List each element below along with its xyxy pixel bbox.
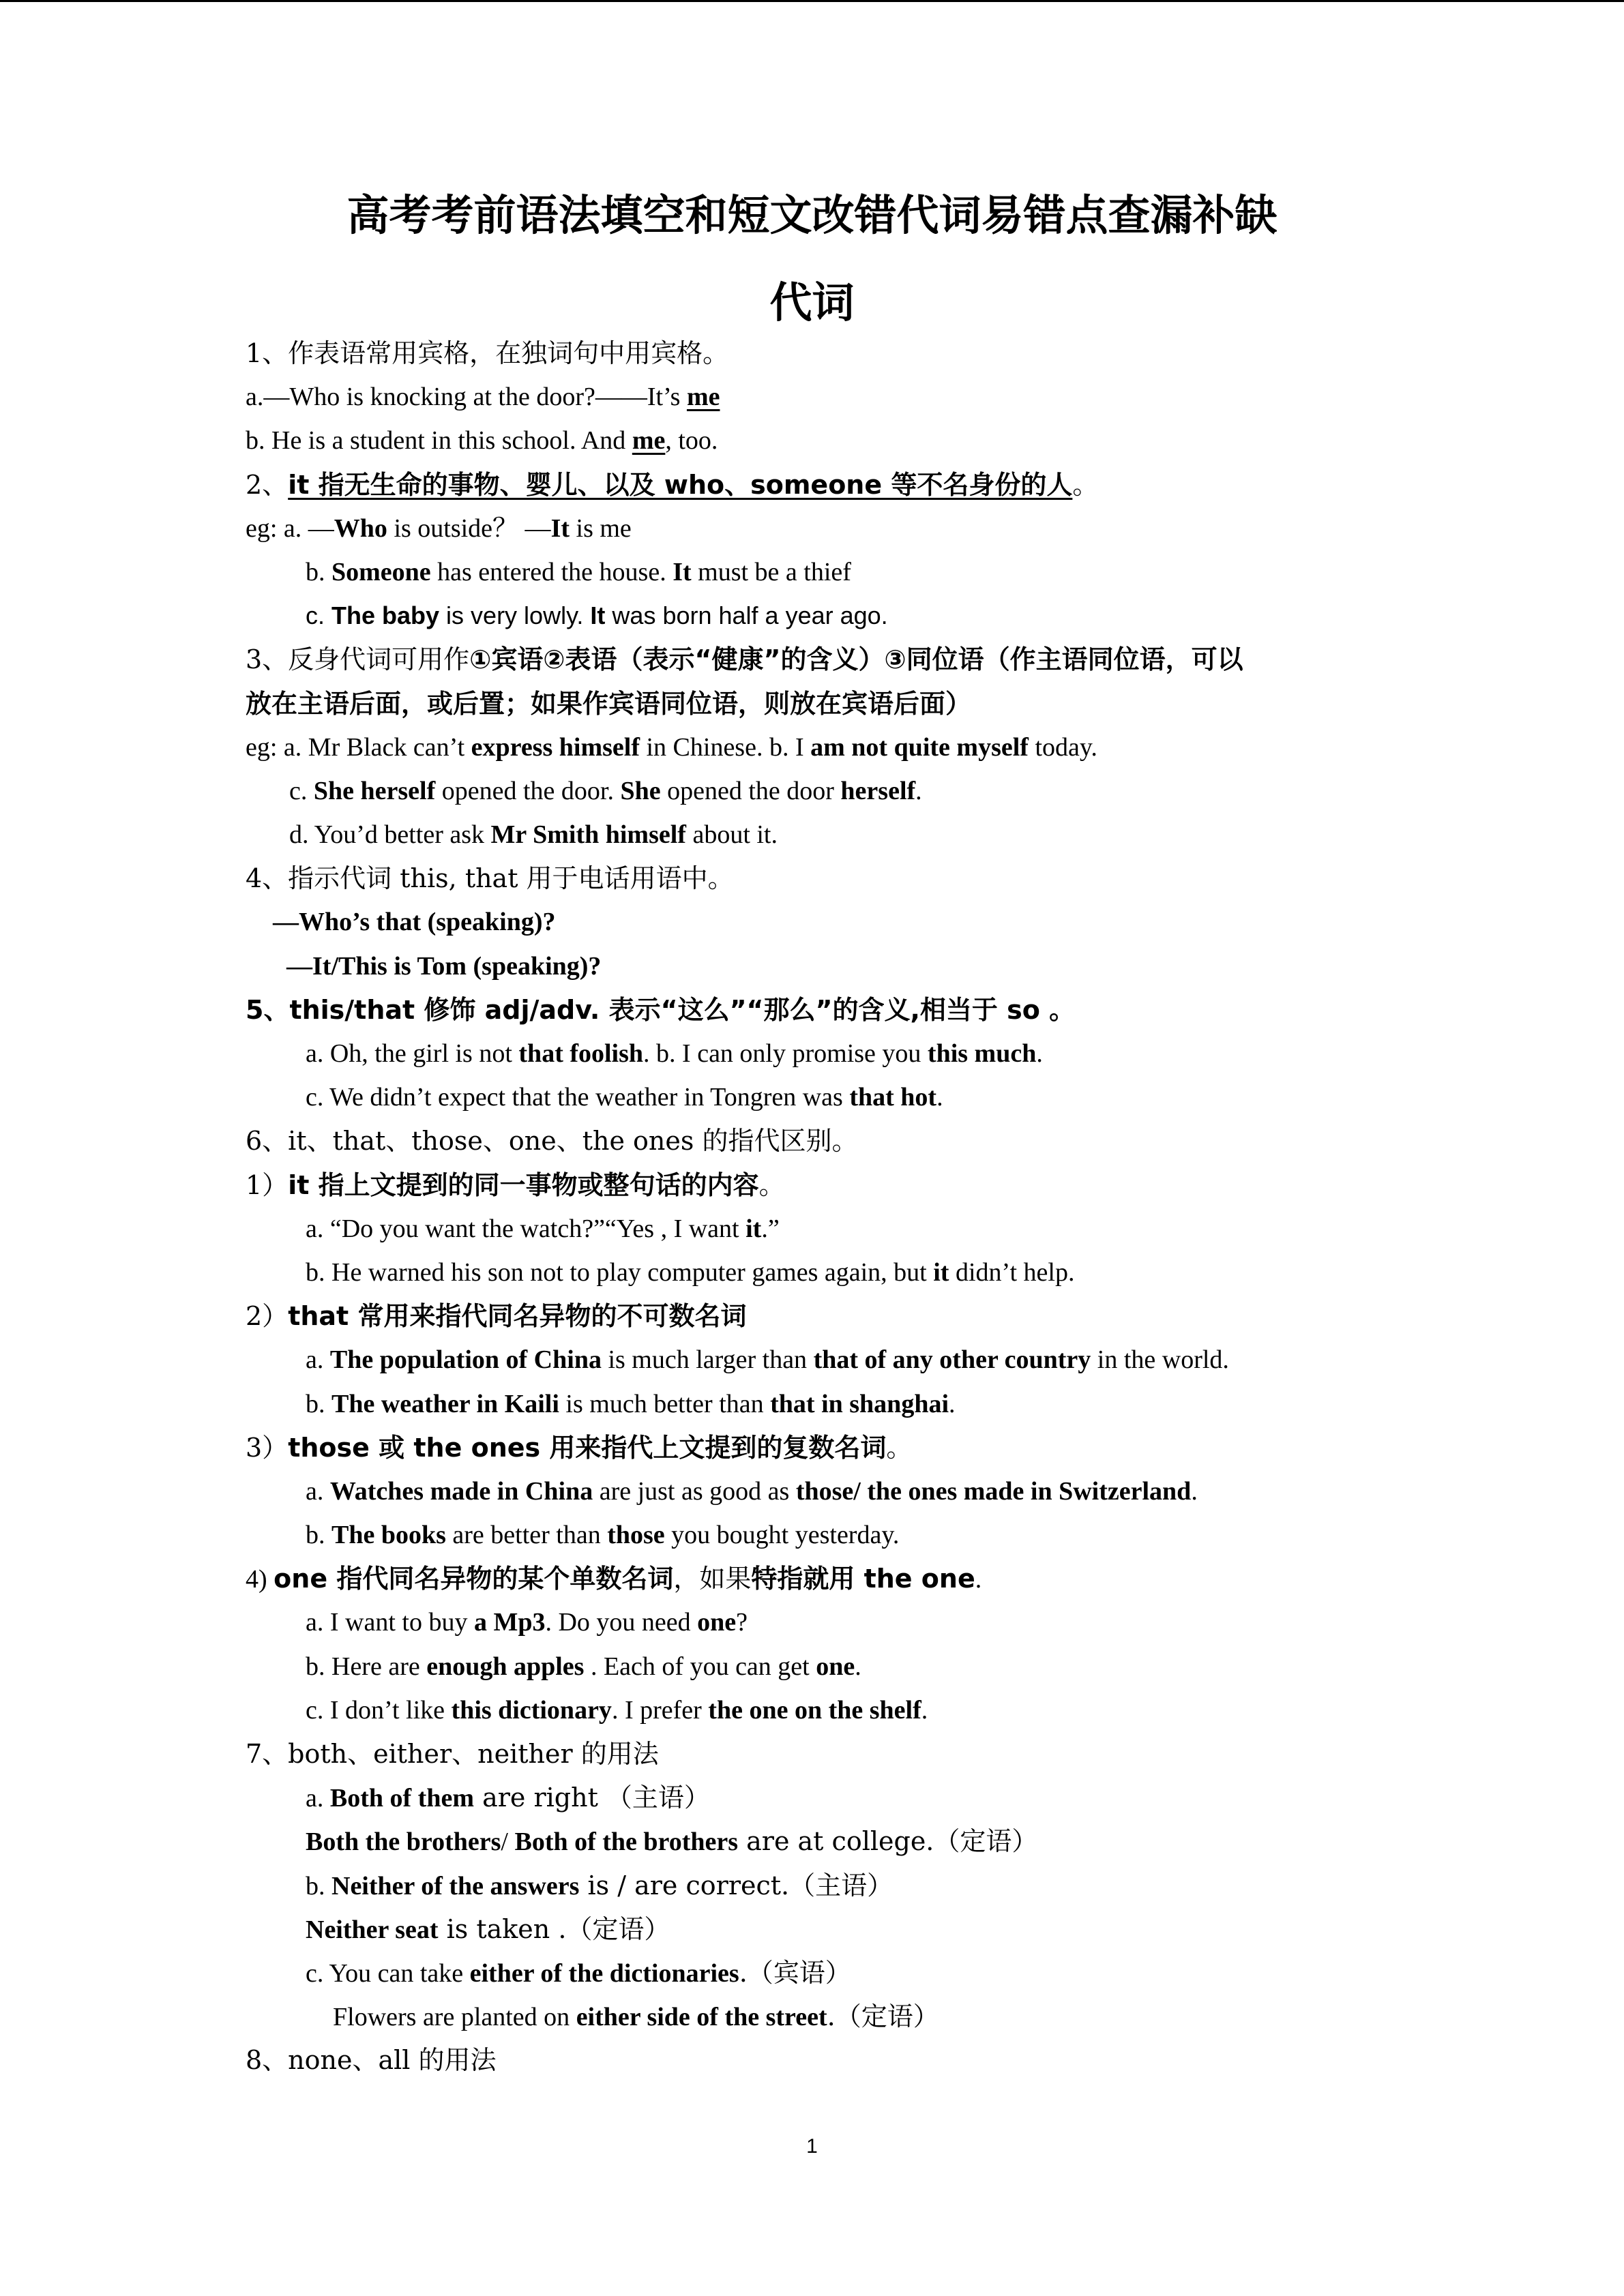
text: c. I don’t like (306, 1695, 452, 1725)
text: opened the door (660, 776, 841, 805)
text: 3、反身代词可用作 (246, 644, 470, 675)
bold-text: am not quite myself (810, 732, 1029, 762)
text: eg: a. — (246, 513, 334, 543)
section-3-example-d (246, 813, 1391, 856)
section-6-point-2-example-a (246, 1338, 1391, 1382)
text: 。 (1072, 469, 1099, 500)
text: . (936, 1083, 943, 1112)
text: b. (306, 1389, 331, 1418)
bold-text: —It/This is Tom (speaking)? (286, 951, 602, 981)
section-8-heading: 8、none、all 的用法 (246, 2045, 497, 2076)
bold-text: one (816, 1652, 855, 1681)
bold-text: this dictionary (451, 1695, 612, 1725)
bold-text: Watches made in China (329, 1476, 593, 1506)
page-number: 1 (806, 2135, 818, 2158)
bold-text: the one on the shelf (708, 1695, 921, 1725)
text: is very lowly. (439, 601, 591, 630)
text: b. He is a student in this school. And (246, 426, 632, 456)
text: b. He warned his son not to play computer games again, but (306, 1257, 934, 1287)
section-1-example-a (246, 375, 1391, 419)
section-2-example-c (246, 594, 1391, 638)
bold-text: Someone (331, 557, 431, 586)
text: b. (306, 1521, 331, 1550)
underlined-text: me (632, 426, 666, 456)
text: eg: a. Mr Black can’t (246, 732, 471, 762)
bold-text: Both of the brothers (514, 1828, 739, 1857)
text: a.—Who is knocking at the door?——It’s (246, 383, 687, 412)
section-6-point-1-example-b (246, 1251, 1391, 1294)
section-4-reply (246, 944, 1391, 988)
text: must be a thief (691, 557, 851, 586)
bold-text: 5、this/that 修饰 adj/adv. 表示“这么”“那么”的含义,相当于 so 。 (246, 994, 1076, 1025)
bold-text: it (745, 1214, 762, 1243)
bold-text: It (550, 513, 570, 543)
bold-text: It (673, 557, 692, 586)
text: c. We didn’t expect that the weather in Tongren was (306, 1083, 850, 1112)
text: b. (306, 557, 331, 586)
bold-text: that of any other country (813, 1345, 1091, 1375)
bold-text: one (697, 1608, 737, 1637)
section-6-point-3 (246, 1426, 1391, 1470)
section-1-example-b (246, 419, 1391, 462)
text: .（宾语） (739, 1957, 851, 1988)
text: c. (306, 601, 332, 630)
text: . (921, 1695, 928, 1725)
underlined-text: it 指无生命的事物、婴儿、以及 who、someone 等不名身份的人 (288, 469, 1073, 500)
section-6-heading: 6、it、that、those、one、the ones 的指代区别。 (246, 1126, 858, 1157)
text: in the world. (1091, 1345, 1229, 1375)
text: 2） (246, 1301, 289, 1332)
section-3-example-c (246, 769, 1391, 813)
text: . (949, 1389, 956, 1418)
text: ? (736, 1608, 748, 1637)
text: . I prefer (611, 1695, 709, 1725)
bold-text: Who (334, 513, 387, 543)
bold-text: The baby (331, 601, 440, 630)
text: a. Oh, the girl is not (306, 1039, 519, 1068)
section-6-point-2-example-b (246, 1382, 1391, 1426)
bold-text: a Mp3 (473, 1608, 546, 1637)
page-subtitle: 代词 (769, 278, 855, 327)
bold-text: Neither of the answers (331, 1871, 580, 1900)
text: is me (570, 513, 632, 543)
underlined-text: me (686, 383, 720, 412)
text: are better than (445, 1521, 608, 1550)
section-7-example-b2 (246, 1907, 1391, 1951)
text: are right （主语） (473, 1783, 710, 1813)
section-6-point-3-example-a (246, 1470, 1391, 1513)
bold-text: 特指就用 the one (751, 1564, 975, 1594)
bold-text: Neither seat (306, 1915, 439, 1944)
text: didn’t help. (949, 1257, 1075, 1287)
section-6-point-1 (246, 1163, 1391, 1207)
bold-text: this much (927, 1039, 1037, 1068)
text: are at college.（定语） (738, 1826, 1038, 1857)
bold-text: that in shanghai (770, 1389, 949, 1418)
section-2-heading (246, 463, 1391, 507)
text: 4) (246, 1565, 274, 1594)
bold-text: that foolish (518, 1039, 644, 1068)
text: a. (306, 1476, 330, 1506)
text: , too. (665, 426, 718, 456)
bold-text: It (590, 601, 606, 630)
text: c. (289, 776, 314, 805)
section-6-point-4-example-a (246, 1600, 1391, 1644)
text: a. (306, 1784, 330, 1813)
text: is taken .（定语） (438, 1913, 670, 1944)
text: was born half a year ago. (605, 601, 888, 630)
text: . (915, 776, 922, 805)
section-5-example-c (246, 1075, 1391, 1119)
bold-text: those (607, 1521, 665, 1550)
bold-text: enough apples (426, 1652, 585, 1681)
section-2-example-b (246, 550, 1391, 594)
bold-text: The books (331, 1521, 446, 1550)
section-3-heading-cont (246, 682, 1391, 726)
text: . Do you need (545, 1608, 698, 1637)
text: . (1191, 1476, 1198, 1506)
text: / (501, 1828, 515, 1857)
section-1-heading: 1、作表语常用宾格，在独词句中用宾格。 (246, 338, 729, 368)
section-3-example-a (246, 726, 1391, 769)
page-title: 高考考前语法填空和短文改错代词易错点查漏补缺 (346, 190, 1278, 240)
bold-text: it 指上文提到的同一事物或整句话的内容 (288, 1169, 759, 1200)
text: is outside？ — (387, 513, 551, 543)
section-6-point-1-example-a (246, 1207, 1391, 1251)
text: Flowers are planted on (333, 2003, 576, 2032)
text: 。 (758, 1169, 785, 1200)
text: a. I want to buy (306, 1608, 474, 1637)
text: opened the door. (435, 776, 621, 805)
text: a. “Do you want the watch?”“Yes , I want (306, 1214, 746, 1243)
text: is much larger than (601, 1345, 814, 1375)
section-6-point-4-example-c (246, 1688, 1391, 1732)
bold-text: one 指代同名异物的某个单数名词 (274, 1564, 674, 1594)
bold-text: 放在主语后面，或后置；如果作宾语同位语，则放在宾语后面） (246, 688, 972, 719)
text: you bought yesterday. (664, 1521, 900, 1550)
bold-text: that hot (849, 1083, 937, 1112)
section-4-heading: 4、指示代词 this, that 用于电话用语中。 (246, 863, 734, 894)
bold-text: those/ the ones made in Switzerland (795, 1476, 1192, 1506)
text: are just as good as (593, 1476, 796, 1506)
section-6-point-2 (246, 1294, 1391, 1338)
bold-text: Both of them (329, 1784, 474, 1813)
bold-text: either side of the street (576, 2003, 827, 2032)
section-6-point-4-example-b (246, 1645, 1391, 1688)
text: . (855, 1652, 861, 1681)
text: 2、 (246, 469, 289, 500)
text: in Chinese. b. I (639, 732, 811, 762)
text: 3） (246, 1432, 289, 1463)
text: about it. (685, 820, 778, 850)
bold-text: The population of China (329, 1345, 602, 1375)
section-4-question (246, 900, 1391, 944)
section-7-heading: 7、both、either、neither 的用法 (246, 1739, 659, 1769)
bold-text: those 或 the ones 用来指代上文提到的复数名词 (288, 1432, 887, 1463)
text: has entered the house. (430, 557, 673, 586)
bold-text: either of the dictionaries (469, 1958, 739, 1988)
text: .（定语） (827, 2001, 939, 2032)
text: . (1036, 1039, 1043, 1068)
section-7-example-c (246, 1951, 1391, 1995)
bold-text: that 常用来指代同名异物的不可数名词 (288, 1301, 747, 1332)
text: ，如果 (673, 1564, 752, 1594)
bold-text: The weather in Kaili (331, 1389, 559, 1418)
bold-text: herself (840, 776, 916, 805)
document-body (246, 331, 1391, 2083)
text: today. (1028, 732, 1097, 762)
text: . b. I can only promise you (643, 1039, 928, 1068)
section-6-point-4 (246, 1557, 1391, 1600)
section-5-example-a (246, 1032, 1391, 1075)
text: . Each of you can get (584, 1652, 816, 1681)
bold-text: it (933, 1257, 949, 1287)
bold-text: She (620, 776, 661, 805)
section-5-heading (246, 988, 1391, 1032)
text: c. You can take (306, 1958, 470, 1988)
bold-text: Both the brothers (306, 1828, 501, 1857)
text: .” (761, 1214, 780, 1243)
section-7-example-a2 (246, 1819, 1391, 1863)
text: b. Here are (306, 1652, 427, 1681)
text: is / are correct.（主语） (579, 1870, 894, 1900)
bold-text: express himself (471, 732, 640, 762)
section-3-heading (246, 638, 1391, 681)
text: . (975, 1565, 982, 1594)
text: d. You’d better ask (289, 820, 491, 850)
bold-text: She herself (313, 776, 436, 805)
text: a. (306, 1345, 330, 1375)
section-2-example-a (246, 507, 1391, 550)
section-7-example-b (246, 1864, 1391, 1907)
section-7-example-c2 (246, 1995, 1391, 2038)
text: b. (306, 1871, 331, 1900)
bold-text: —Who’s that (speaking)? (273, 908, 556, 937)
text: is much better than (559, 1389, 771, 1418)
text: 1） (246, 1169, 289, 1200)
section-6-point-3-example-b (246, 1513, 1391, 1557)
bold-text: Mr Smith himself (490, 820, 686, 850)
bold-text: ①宾语②表语（表示“健康”的含义）③同位语（作主语同位语，可以 (469, 644, 1243, 675)
text: 。 (886, 1432, 913, 1463)
section-7-example-a (246, 1776, 1391, 1819)
